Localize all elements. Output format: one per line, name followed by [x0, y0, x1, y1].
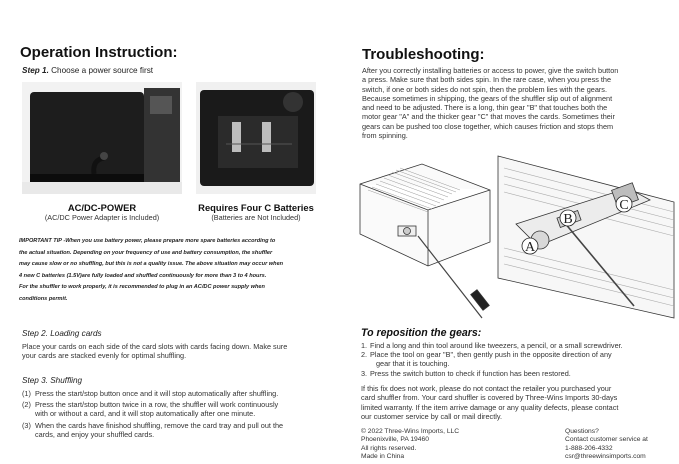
item-line: gear that it is touching.: [376, 359, 450, 369]
footer-line: Contact customer service at: [565, 436, 648, 444]
step2-title: Step 2. Loading cards: [22, 329, 102, 338]
intro-line: and need to be adjusted. There is a long, thin gear "B" that touches both the: [362, 103, 608, 113]
list-item: [22, 421, 344, 439]
tip-line: the actual situation. Depending on your frequency of use and battery consumption, the shuffler: [19, 249, 273, 256]
item-number: (1): [22, 389, 31, 398]
reposition-list: [361, 341, 673, 378]
intro-line: Because sometimes in shipping, the gears of the shuffler slip out of alignment: [362, 93, 613, 103]
footer-line: Phoenixville, PA 19460: [361, 436, 429, 444]
closing-line: our customer service by call or mail directly.: [361, 411, 502, 421]
footer-email[interactable]: csr@threewinsimports.com: [565, 453, 646, 461]
tip-line: For the shuffler to work properly, it is recommended to plug in an AC/DC power supply when: [19, 284, 265, 291]
item-number: 1.: [361, 341, 368, 350]
item-line: Press the start/stop button twice in a row, the shuffler will work continuously: [35, 400, 279, 410]
item-line: Press the switch button to check if function has been restored.: [370, 368, 571, 378]
tip-line: conditions permit.: [19, 295, 68, 302]
step1-text: Choose a power source first: [51, 66, 154, 75]
item-line: Find a long and thin tool around like tweezers, a pencil, or a small screwdriver.: [370, 341, 623, 350]
step3-title: Step 3. Shuffling: [22, 376, 83, 385]
step2-line: Place your cards on each side of the card slots with cards facing down. Make sure: [22, 342, 288, 351]
item-number: (2): [22, 400, 31, 410]
reposition-title: To reposition the gears:: [361, 327, 482, 339]
closing-line: card shuffler from. Your card shuffler is covered by Three-Wins Imports 30-days: [361, 393, 618, 403]
footer-company: [361, 428, 459, 462]
closing-text: [361, 384, 673, 421]
tip-line: IMPORTANT TIP -When you use battery power, please prepare more spare batteries according to: [19, 238, 276, 244]
footer-line: Questions?: [565, 428, 599, 435]
important-tip: [19, 236, 339, 306]
item-number: (3): [22, 420, 31, 430]
item-number: 3.: [361, 368, 368, 378]
battery-note: (Batteries are Not Included): [211, 213, 301, 222]
step1-line: [22, 66, 153, 75]
step2-line: your cards are stacked evenly for optimal shuffling.: [22, 351, 187, 361]
gear-illustration: [358, 150, 676, 320]
gear-a-label: A: [524, 240, 536, 255]
closing-line: If this fix does not work, please do not contact the retailer you purchased your: [361, 384, 612, 393]
operation-heading: Operation Instruction:: [20, 44, 178, 61]
overview-sketch: [360, 164, 490, 266]
footer-line: Made in China: [361, 453, 405, 461]
list-item: [361, 350, 673, 368]
closing-line: limited warranty. If the item arrive damage or any quality defects, please contact: [361, 402, 619, 412]
item-line: Press the start/stop button once and it will stop automatically after shuffling.: [35, 389, 279, 398]
step3-list: [22, 389, 344, 441]
gear-c-label: C: [619, 198, 629, 213]
battery-title: Requires Four C Batteries: [198, 202, 314, 213]
list-item: [22, 389, 344, 398]
tip-line: may cause slow or no shuffling, but this is not a quality issue. The above situation may occur when: [19, 261, 284, 268]
item-number: 2.: [361, 350, 368, 360]
item-line: with or without a card, and it will stop automatically after one minute.: [35, 409, 256, 419]
list-item: [361, 341, 673, 350]
list-item: [22, 400, 344, 418]
gear-b-label: B: [563, 212, 573, 227]
item-line: Place the tool on gear "B", then gently push in the opposite direction of any: [370, 350, 612, 360]
list-item: [361, 369, 673, 378]
item-line: cards, and enjoy your shuffled cards.: [35, 429, 155, 439]
troubleshooting-intro: [362, 66, 672, 140]
battery-compartment-photo: [196, 82, 316, 194]
step1-number: Step 1.: [22, 66, 49, 75]
ac-title: AC/DC-POWER: [67, 202, 137, 213]
intro-line: switch, if one or both sides do not spin, then the problem lies with the gears.: [362, 84, 607, 94]
footer-line: © 2022 Three-Wins Imports, LLC: [361, 428, 460, 435]
footer-line: All rights reserved.: [361, 444, 417, 452]
step2-text: [22, 342, 342, 361]
gear-diagram: [358, 150, 676, 320]
footer-phone[interactable]: 1-888-206-4332: [565, 444, 613, 452]
intro-line: from spinning.: [362, 131, 408, 141]
intro-line: gears can be pushed too close together, which causes friction and stops them: [362, 121, 614, 131]
footer-contact: [565, 428, 648, 462]
item-line: When the cards have finishod shuffling, remove the card tray and pull out the: [35, 420, 284, 430]
intro-line: After you correctly installing batteries or access to power, give the switch button: [362, 66, 619, 75]
troubleshooting-heading: Troubleshooting:: [362, 46, 485, 63]
intro-line: a press. Make sure that both sides spin. In the rare case, when you press the: [362, 75, 612, 85]
ac-note: (AC/DC Power Adapter is Included): [44, 213, 160, 222]
tip-line: 4 new C batteries (1.5V)are fully loaded and shuffled continuously for more than 3 to 4 hours.: [19, 272, 267, 279]
intro-line: motor gear "A" and the thicker gear "C" that moves the cards. Sometimes their: [362, 112, 615, 122]
ac-power-photo: [22, 82, 182, 194]
